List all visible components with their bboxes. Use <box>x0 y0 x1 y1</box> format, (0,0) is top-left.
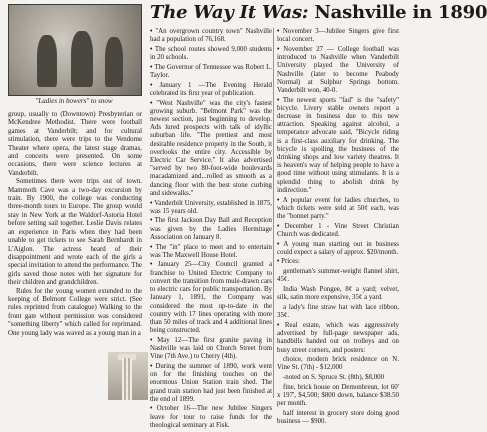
timeline-text: The newest sports "fad" is the "safety" bicycle. Livery stable owners report a decrease in business due to this new attraction. Speaking against alcohol, a temperance advocate said, "Bicycle riding is a first-class auxiliary for drinking. The bicycle is spoiling the business of the drinking shops and low variety theatres. It is heaven's way of helping people to have a good time without using stimulants. It is a splendid thing to abolish drink by indirection." <box>277 96 399 194</box>
timeline-item <box>150 46 272 62</box>
timeline-text: A popular event for ladies churches, to which tickets were sold at 50¢ each, was the "bonnet party." <box>277 196 399 220</box>
bullet-icon: • <box>150 199 155 207</box>
timeline-text: January 1 —The Evening Herald celebrated its first year of publication. <box>150 81 272 97</box>
timeline-column-1 <box>150 28 272 432</box>
bullet-icon: • <box>277 45 284 53</box>
timeline-item <box>277 322 399 355</box>
timeline-text: "West Nashville" was the city's fastest growing suburb. "Belmont Park" was the newest section, just beginning to develop. Ads lured prospects with talk of idyllic suburban life. "The prettiest and most desirable residence property in the South, it overlooks the entire city. Accessible by Electric Car Service." It also advertised "served by two 80-foot-wide boulevards macadamized and...rolled as smooth as a dancing floor with the best stone curbing and sidewalks." <box>150 99 273 197</box>
bullet-icon: • <box>277 321 285 329</box>
timeline-text: The school routes showed 9,000 students in 20 schools. <box>150 45 272 62</box>
bullet-icon: • <box>150 45 155 53</box>
bullet-icon: • <box>150 405 157 413</box>
price-item <box>277 304 399 320</box>
timeline-item <box>150 337 272 362</box>
photo-figure <box>105 37 123 87</box>
timeline-text: November 27 — College football was introduced to Nashville when Vanderbilt University played the University of Nashville (later to become Peabody Normal) at Sulphur Springs bottom. Vanderbilt won, 40-0. <box>277 45 400 94</box>
timeline-item <box>150 405 272 430</box>
bullet-icon: • <box>150 261 158 269</box>
timeline-text: gentleman's summer-weight flannel shirt, 45¢. <box>277 268 399 284</box>
timeline-text: The "in" place to meet and to entertain was The Maxwell House Hotel. <box>150 243 272 259</box>
price-item <box>277 384 399 409</box>
timeline-text: half interest in grocery store doing good business — $900. <box>277 409 399 426</box>
bullet-icon: • <box>150 217 155 225</box>
price-item <box>277 410 399 426</box>
column-divider <box>273 28 274 398</box>
timeline-column-2 <box>277 28 399 428</box>
timeline-text: The Governor of Tennessee was Robert L. Taylor. <box>150 63 273 80</box>
timeline-item <box>277 258 399 266</box>
timeline-text: Prices: <box>281 258 300 266</box>
photo-figure <box>71 31 93 87</box>
photo-figure <box>37 35 57 87</box>
bullet-icon: • <box>150 362 156 370</box>
timeline-item <box>150 363 272 404</box>
timeline-text: Real estate, which was aggressively advertised by full-page newspaper ads, handbills handed out on trolleys and on busy street corners, and posters: <box>277 321 399 354</box>
page-title <box>150 0 487 26</box>
article-paragraph: Rules for the young women extended to the keeping of Belmont College were strict. (See rules reprinted from catalogue) Walking to the front gate without permission was considered "something liberty" which called for reprimand. One young lady was waved as a young man in a <box>8 287 142 337</box>
timeline-item <box>277 197 399 222</box>
timeline-item <box>150 82 272 98</box>
bullet-icon: • <box>277 96 283 104</box>
timeline-text: -noted on S. Spruce St. (8th), $8,000 <box>283 374 385 382</box>
bullet-icon: • <box>150 99 157 107</box>
timeline-item <box>150 261 272 335</box>
timeline-text: December 1 - Vine Street Christian Church was dedicated. <box>277 222 399 238</box>
timeline-text: During the summer of 1890, work went on for the finishing touches on the enormous Union Station train shed. The grand train station had just been finished at the end of 1899. <box>150 362 273 403</box>
timeline-text: May 12—The first granite paving in Nashville was laid on Church Street from Vine (7th Ave.) to Cherry (4th). <box>150 336 272 361</box>
bullet-icon: • <box>150 81 160 89</box>
bullet-icon: • <box>277 28 283 35</box>
title-rest: Nashville in 1890 <box>308 2 487 23</box>
timeline-item <box>277 223 399 239</box>
bullet-icon: • <box>277 222 285 230</box>
bullet-icon: • <box>150 63 155 71</box>
column-photo <box>108 352 148 400</box>
timeline-item <box>150 217 272 242</box>
timeline-text: January 25—City Council granted a franchise to United Electric Company to convert the transition from mule-drawn cars to electric cars for public transportation. By January 1, 1891, the Company was considered the most up-to-date in the country with 17 lines operating with more than 50 miles of track and 4 additional lines being constructed. <box>150 261 272 335</box>
title-lead: The Way It Was: <box>150 2 309 23</box>
timeline-item <box>150 28 272 44</box>
timeline-text: Vanderbilt University, established in 1875, was 15 years old. <box>150 199 272 215</box>
timeline-text: choice, modern brick residence on N. Vine St. (7th) - $12,000 <box>277 356 399 372</box>
bullet-icon: • <box>277 258 282 266</box>
timeline-item <box>277 241 399 257</box>
timeline-item <box>150 200 272 216</box>
bullet-icon: • <box>150 28 156 35</box>
bullet-icon: • <box>277 196 283 204</box>
bullet-icon: • <box>277 240 284 248</box>
timeline-item <box>277 28 399 44</box>
timeline-item <box>150 100 272 198</box>
timeline-item <box>277 46 399 95</box>
timeline-item <box>277 97 399 195</box>
timeline-text: November 3—Jubilee Singers give first local concert. <box>277 28 400 44</box>
bullet-icon: • <box>150 243 156 251</box>
timeline-item <box>150 64 272 80</box>
timeline-text: A young man starting out in business could expect a salary of approx. $20/month. <box>277 240 399 256</box>
timeline-text: "An overgrown country town" Nashville had a population of 76,168. <box>150 28 272 44</box>
timeline-text: October 16—The new Jubilee Singers leave for tour to raise funds for the theological seminary at Fisk. <box>150 405 273 429</box>
timeline-text: fine, brick house on Demonbreun, lot 60' x 197', $4,500; $800 down, balance $38.50 per month. <box>277 383 399 408</box>
timeline-text: a lady's fine straw hat with lace ribbon, 35¢. <box>277 304 399 320</box>
ladies-photo <box>8 4 142 96</box>
column-shaft <box>122 358 132 400</box>
timeline-item <box>150 244 272 260</box>
price-item <box>277 356 399 372</box>
timeline-text: India Wash Pongee, 8¢ a yard; velvet, silk, satin more expensive, 35¢ a yard. <box>277 286 399 302</box>
left-article-column <box>8 111 142 338</box>
article-paragraph: group, usually to (Downtown) Presbyterian or McKendree Methodist. There were football games at Vanderbilt; and for cultural stimulation, there were trips to the Vendome Theater where opera, the latest stage dramas, and concerts were presented. On some occasions, there were science lectures at Vanderbilt. <box>8 111 142 177</box>
timeline-text: The first Jackson Day Ball and Reception was given by the Ladies Hermitage Association on January 8. <box>150 217 273 241</box>
price-item <box>277 268 399 284</box>
photo-caption: "Ladies in bowers" to snow <box>35 97 113 105</box>
article-paragraph: Sometimes there were trips out of town. Mammoth Cave was a two-day excursion by train. By 1900, the college was conducting three-month tours to Europe. The group would stay in New York at the Waldorf-Astoria Hotel before setting sail together. Leslie Davis relates an experience in Paris when they had been unable to get tickets to see Sarah Bernhardt in L'Aiglon. The actress heard of their disappointment and wrote each of the girls a special invitation to attend the performance. The girls saved those notes with her signature for their children and grandchildren. <box>8 178 142 287</box>
price-item <box>277 286 399 302</box>
bullet-icon: • <box>150 336 158 344</box>
price-item <box>277 374 399 382</box>
